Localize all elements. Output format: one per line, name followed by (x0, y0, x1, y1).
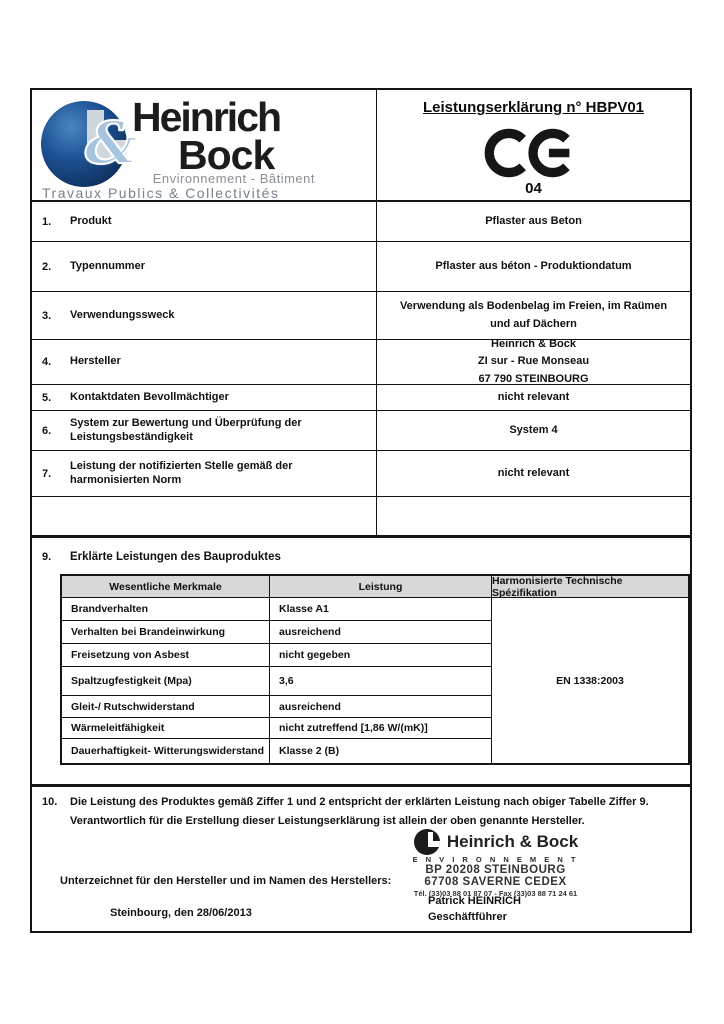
table-row (62, 696, 491, 718)
declaration-line2: Verantwortlich für die Erstellung dieser Leistungserklärung ist allein der oben genannte Hersteller. (70, 815, 585, 827)
stamp-company-name: Heinrich & Bock (446, 832, 579, 851)
section-title: Erklärte Leistungen des Bauproduktes (70, 551, 281, 563)
stamp-environnement: E N V I R O N N E M E N T (412, 855, 579, 864)
leistung-cell: Klasse A1 (279, 603, 329, 616)
performance-table (60, 574, 690, 765)
merkmal-cell: Spaltzugfestigkeit (Mpa) (62, 667, 270, 695)
stamp-address-line1: BP 20208 STEINBOURG (425, 864, 566, 876)
signer-title: Geschäftführer (428, 911, 507, 923)
row-label: System zur Bewertung und Überprüfung der Leistungsbeständigkeit (70, 416, 302, 443)
row-label: Leistung der notifizierten Stelle gemäß der harmonisierten Norm (70, 459, 293, 486)
ce-number: 04 (525, 180, 542, 197)
table-row-notifizierte-stelle (32, 451, 690, 497)
stamp-address-line2: 67708 SAVERNE CEDEX (424, 876, 567, 888)
row-number: 6. (42, 424, 52, 437)
row-label: Hersteller (70, 355, 121, 368)
row-label: Kontaktdaten Bevollmächtiger (70, 390, 229, 403)
logo-name-line1: Heinrich (132, 94, 281, 140)
row-number: 7. (42, 467, 52, 480)
merkmal-cell: Dauerhaftigkeit- Witterungswiderstand (62, 739, 270, 763)
row-number: 3. (42, 309, 52, 322)
row-value: Pflaster aus béton - Produktiondatum (435, 259, 632, 272)
table-row-verwendungszweck (32, 292, 690, 340)
row-value: System 4 (509, 423, 558, 436)
table-row-typennummer (32, 242, 690, 292)
leistung-cell: ausreichend (279, 626, 341, 639)
table-row-system (32, 411, 690, 451)
table-row (62, 644, 491, 667)
row-number: 5. (42, 391, 52, 404)
leistung-cell: Klasse 2 (B) (279, 745, 340, 758)
section-10-signature (32, 787, 690, 931)
section-9-heading (32, 550, 690, 564)
ce-mark-icon (484, 126, 584, 180)
place-and-date: Steinbourg, den 28/06/2013 (110, 907, 252, 919)
row-value: Verwendung als Bodenbelag im Freien, im Raümen und auf Dächern (399, 300, 668, 330)
leistung-cell: nicht gegeben (279, 649, 351, 662)
table-row-kontaktdaten (32, 385, 690, 411)
row-value (377, 340, 690, 384)
merkmal-cell: Brandverhalten (62, 598, 270, 620)
section-number: 9. (42, 551, 52, 564)
section-9-declared-performance (32, 538, 690, 787)
merkmal-cell: Verhalten bei Brandeinwirkung (62, 621, 270, 643)
row-value: Pflaster aus Beton (485, 214, 582, 227)
table-row (62, 718, 491, 739)
harmonized-spec-cell: EN 1338:2003 (556, 674, 624, 687)
row-value: nicht relevant (497, 390, 570, 403)
row-value: nicht relevant (497, 466, 570, 479)
logo-ampersand: & (85, 109, 138, 177)
leistung-cell: 3,6 (279, 675, 294, 688)
hersteller-line1: Heinrich & Bock (491, 338, 576, 351)
merkmal-cell: Freisetzung von Asbest (62, 644, 270, 666)
leistung-cell: ausreichend (279, 700, 341, 713)
row-number: 4. (42, 356, 52, 368)
leistung-cell: nicht zutreffend [1,86 W/(mK)] (279, 722, 428, 735)
declaration-document (30, 88, 692, 933)
row-number: 1. (42, 215, 52, 228)
logo-subtitle-1: Environnement - Bâtiment (152, 171, 315, 186)
stamp-phone-fax: Tél. (33)03 88 01 87 07 - Fax (33)03 88 71 24 61 (413, 889, 578, 898)
section-number: 10. (42, 796, 58, 808)
signed-for-manufacturer-label: Unterzeichnet für den Hersteller und im Namen des Herstellers: (60, 875, 392, 887)
column-header-spezifikation: Harmonisierte Technische Spézifikation (492, 574, 623, 599)
performance-table-header (62, 576, 688, 598)
table-row-hersteller (32, 340, 690, 385)
row-label: Verwendungssweck (70, 308, 175, 321)
company-stamp (388, 827, 603, 898)
row-label: Produkt (70, 214, 112, 227)
hersteller-line3: 67 790 STEINBOURG (478, 372, 589, 385)
table-row (62, 621, 491, 644)
row-label: Typennummer (70, 259, 145, 272)
table-row (62, 598, 491, 621)
table-row (62, 667, 491, 696)
column-header-leistung: Leistung (270, 576, 492, 597)
signer-name: Patrick HEINRICH (428, 895, 521, 907)
row-number: 2. (42, 260, 52, 273)
merkmal-cell: Gleit-/ Rutschwiderstand (62, 696, 270, 717)
declaration-line1: Die Leistung des Produktes gemäß Ziffer 1 und 2 entspricht der erklärten Leistung nach obiger Tabelle Ziffer 9. (70, 796, 649, 808)
title-block (377, 90, 690, 200)
company-logo (32, 90, 377, 200)
page-title: Leistungserklärung n° HBPV01 (422, 99, 645, 116)
table-row-produkt (32, 202, 690, 242)
table-row-empty (32, 497, 690, 538)
stamp-logo-icon (413, 827, 443, 857)
logo-name-line2: Bock (178, 132, 275, 178)
column-header-merkmale: Wesentliche Merkmale (62, 576, 270, 597)
table-row (62, 739, 491, 763)
merkmal-cell: Wärmeleitfähigkeit (62, 718, 270, 738)
document-header (32, 90, 690, 202)
hersteller-line2: ZI sur - Rue Monseau (477, 355, 590, 368)
logo-subtitle-2: Travaux Publics & Collectivités (42, 185, 280, 200)
